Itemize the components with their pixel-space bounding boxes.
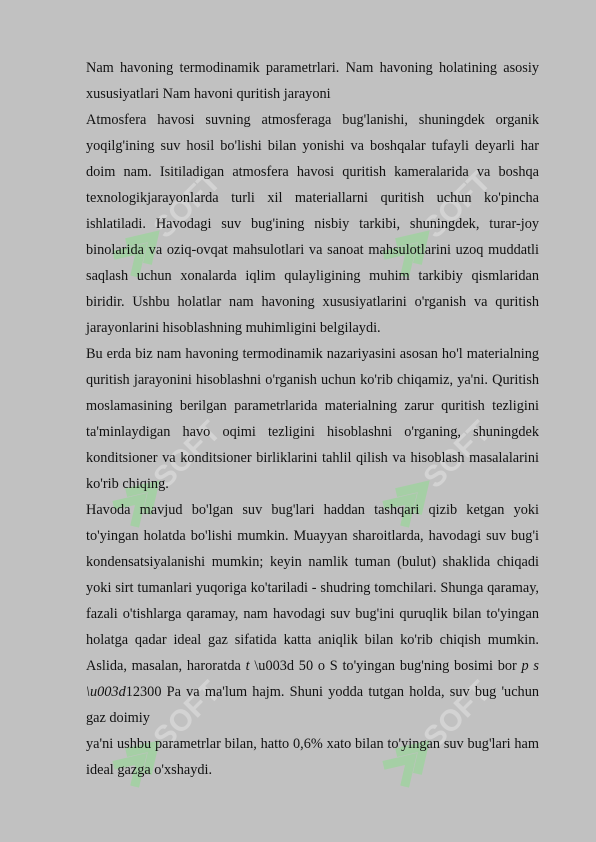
math-symbol-ps: p s \u003d [86,658,539,700]
paragraph-1: Atmosfera havosi suvning atmosferaga bug'lanishi, shuningdek organik yoqilg'ining suv hosil bo'lishi bilan yonishi va boshqalar tufayli deyarli har doim nam. Isitiladigan atmosfera havosi quritish kameralarida va boshqa texnologikjarayonlarda turli xil materiallarni quritish uchun ko'pincha ishlatiladi. Havodagi suv bug'ining nisbiy tarkibi, shuningdek, turar-joy binolarida va oziq-ovqat mahsulotlari va sanoat mahsulotlarini uzoq muddatli saqlash uchun xonalarda iqlim qulayligining muhim tarkibiy qismlaridan biridir. Ushbu holatlar nam havoning xususiyatlarini o'rganish va quritish jarayonlarini hisoblashning muhimligini belgilaydi. [86,112,539,336]
watermark-text: SOFT [147,164,228,245]
watermark-text: SOFT [417,164,498,245]
watermark-text: SOFT [417,674,498,755]
watermark-text: SOFT [147,414,228,495]
document-heading: Nam havoning termodinamik parametrlari. Nam havoning holatining asosiy xususiyatlari Nam havoni quritish jarayoni [86,60,539,102]
watermark-text: SOFT [417,414,498,495]
paragraph-4: ya'ni ushbu parametrlar bilan, hatto 0,6% xato bilan to'yingan suv bug'lari ham ideal gazga o'xshaydi. [86,736,539,778]
paragraph-2: Bu erda biz nam havoning termodinamik nazariyasini asosan ho'l materialning quritish jarayonini hisoblashni o'rganish uchun ko'rib chiqamiz, ya'ni. Quritish moslamasining berilgan parametrlarida materialning zarur quritish tezligini ta'minlaydigan havo oqimi tezligini hisoblashni o'rganing, shuningdek konditsioner va konditsioner birliklarini tahlil qilish va hisoblash masalalarini ko'rib chiqing. [86,346,539,492]
paragraph-3-part-b: \u003d 50 o S to'yingan bug'ning bosimi bor [249,658,522,674]
math-symbol-t: t [245,658,250,674]
watermark-text: SOFT [147,674,228,755]
paragraph-3-part-c: 12300 Pa va ma'lum hajm. Shuni yodda tutgan holda, suv bug 'uchun gaz doimiy [86,684,539,726]
paragraph-3 [86,497,539,731]
paragraph-3-part-a: Havoda mavjud bo'lgan suv bug'lari haddan tashqari qizib ketgan yoki to'yingan holatda bo'lishi mumkin. Muayyan sharoitlarda, havodagi suv bug'i kondensatsiyalanishi mumkin; keyin namlik tuman (bulut) shaklida chiqadi yoki sirt tumanlari yuqoriga ko'tariladi - shudring tomchilari. Shunga qaramay, fazali o'tishlarga qaramay, nam havodagi suv bug'ini quruqlik bilan to'yingan holatga qadar ideal gaz sifatida katta aniqlik bilan ko'rib chiqish mumkin. Aslida, masalan, haroratda [86,502,539,674]
document-body [86,55,539,783]
